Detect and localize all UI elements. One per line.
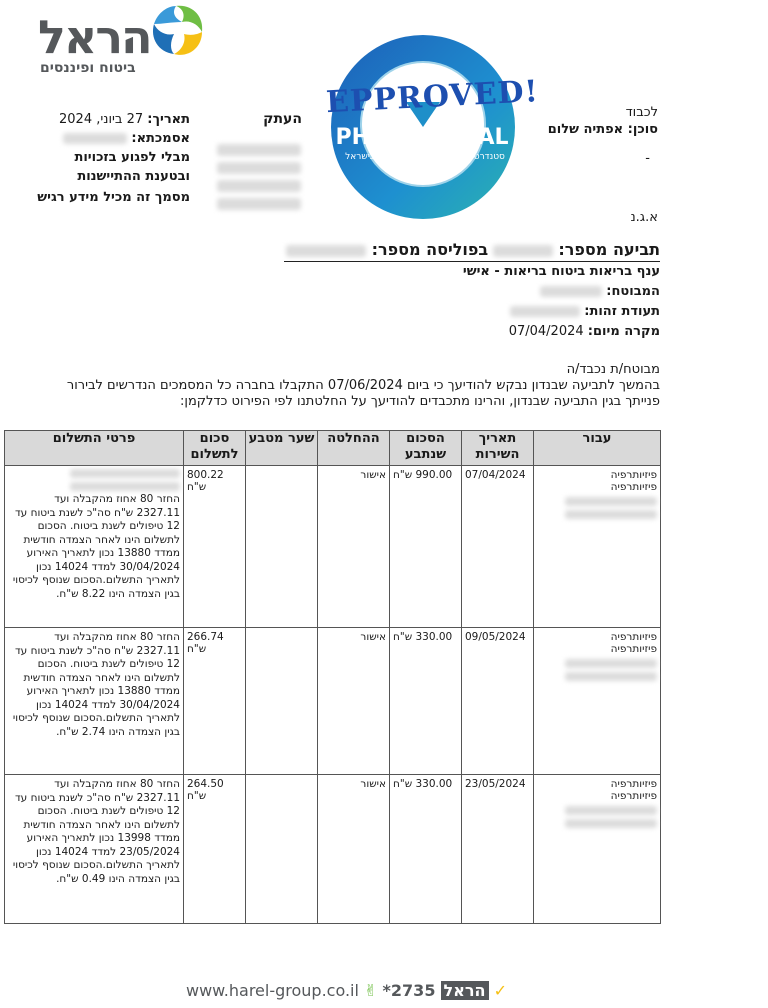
col-header-decision: ההחלטה (318, 431, 390, 466)
cell-claimed: 990.00 ש"ח (390, 466, 462, 628)
cell-decision: אישור (318, 466, 390, 628)
rights-line-1: מבלי לפגוע בזכויות (74, 150, 190, 165)
col-header-rate: שער מטבע (246, 431, 318, 466)
agent-name: אפתיה שלום (547, 122, 624, 137)
to-label: לכבוד (625, 105, 658, 120)
col-header-for: עבור (534, 431, 661, 466)
cell-pay: 264.50 ש"ח (184, 775, 246, 924)
cell-details: החזר 80 אחוז מהקבלה ועד 2327.11 ש"ח סה"כ לשנת ביטוח עד 12 טיפולים לשנת ביטוח. הסכום לתשלום הינו לאחר הצמדה חודשית ממדד 13998 נכון לתאריך האירוע 23/05/2024 למדד 14024 נכון לתאריך התשלום.הסכום שנוסף לכיסוי בגין הצמדה הינו 0.49 ש"ח. (5, 775, 184, 924)
date-label: תאריך: (147, 112, 190, 127)
stamp-approved-text: EPPROVED! (325, 74, 540, 121)
salutation: מבוטח/ת נכבד/ה (566, 362, 660, 377)
address-dash: - (645, 151, 650, 166)
harel-swirl-icon (146, 2, 206, 58)
letter-body (30, 362, 660, 410)
cell-decision: אישור (318, 775, 390, 924)
cell-service-date: 09/05/2024 (462, 628, 534, 775)
event-date: 07/04/2024 (508, 324, 584, 339)
redacted-id (510, 306, 580, 317)
cell-details: החזר 80 אחוז מהקבלה ועד 2327.11 ש"ח סה"כ לשנת ביטוח עד 12 טיפולים לשנת ביטוח. הסכום לתשלום הינו לאחר הצמדה חודשית ממדד 13880 נכון לתאריך האירוע 30/04/2024 למדד 14024 נכון לתאריך התשלום.הסכום שנוסף לכיסוי בגין הצמדה הינו 8.22 ש"ח. (5, 466, 184, 628)
redacted-address (217, 144, 301, 210)
claim-title (284, 240, 660, 259)
cell-for: פיזיותרפיה פיזיותרפיה (534, 775, 661, 924)
redacted-policy-number (286, 245, 366, 257)
event-label: מקרה מיום: (587, 324, 660, 339)
body-paragraph-2: פנייתך בגין התביעה שבנדון, והרינו מתכבדים להודיעך על החלטתנו לפי הפירוט כדלקמן: (180, 394, 660, 409)
insured-label: המבוטח: (606, 284, 660, 299)
table-header-row (5, 431, 661, 466)
footer (186, 981, 526, 1003)
cell-rate (246, 466, 318, 628)
cell-claimed: 330.00 ש"ח (390, 628, 462, 775)
cell-decision: אישור (318, 628, 390, 775)
logo-wordmark: הראל (38, 10, 151, 64)
policy-label: בפוליסה מספר: (371, 240, 489, 259)
cell-details: החזר 80 אחוז מהקבלה ועד 2327.11 ש"ח סה"כ לשנת ביטוח עד 12 טיפולים לשנת ביטוח. הסכום לתשלום הינו לאחר הצמדה חודשית ממדד 13880 נכון לתאריך האירוע 30/04/2024 למדד 14024 נכון לתאריך התשלום.הסכום שנוסף לכיסוי בגין הצמדה הינו 2.74 ש"ח. (5, 628, 184, 775)
col-header-details: פרטי התשלום (5, 431, 184, 466)
col-header-service-date: תאריך השירות (462, 431, 534, 466)
cell-pay: 800.22 ש"ח (184, 466, 246, 628)
redacted-insured (540, 286, 602, 297)
hand-icon: ✌ (364, 981, 378, 1000)
table-row (5, 466, 661, 628)
claim-label: תביעה מספר: (558, 240, 660, 259)
rights-line-2: ובטענת ההתיישנות (77, 169, 190, 184)
col-header-claimed: הסכום שנתבע (390, 431, 462, 466)
recipient-block (540, 104, 658, 167)
cell-for: פיזיותרפיה פיזיותרפיה (534, 466, 661, 628)
date-value: 27 ביוני, 2024 (59, 112, 144, 127)
payments-table (4, 430, 661, 924)
footer-website[interactable]: www.harel-group.co.il (186, 981, 359, 1000)
cell-rate (246, 775, 318, 924)
cell-service-date: 23/05/2024 (462, 775, 534, 924)
redacted-reference (63, 133, 127, 144)
footer-phone: *2735 (382, 981, 436, 1000)
table-row (5, 628, 661, 775)
cell-service-date: 07/04/2024 (462, 466, 534, 628)
greeting: א.ג.נ (630, 210, 658, 225)
stamp-tagline-text: סטנדרט הביטוח והפיננסים הגבוה בישראל (345, 152, 505, 162)
sensitive-note: מסמך זה מכיל מידע רגיש (37, 190, 190, 205)
id-label: תעודת זהות: (584, 304, 660, 319)
cell-for: פיזיותרפיה פיזיותרפיה (534, 628, 661, 775)
harel-logo (38, 2, 203, 82)
cell-claimed: 330.00 ש"ח (390, 775, 462, 924)
reference-label: אסמכתא: (131, 131, 190, 146)
col-header-pay: סכום לתשלום (184, 431, 246, 466)
branch-line: ענף בריאות ביטוח בריאות - אישי (462, 264, 660, 279)
cell-rate (246, 628, 318, 775)
redacted-claim-number (493, 245, 553, 257)
copy-label: העתק (263, 111, 302, 127)
footer-brand: הראל (441, 981, 489, 1000)
claim-details (360, 262, 660, 342)
agent-label: סוכן: (627, 122, 658, 137)
stamp-phenomenal-text: PHENOMENAL (335, 125, 509, 150)
cell-pay: 266.74 ש"ח (184, 628, 246, 775)
letter-meta-block (20, 110, 190, 207)
body-paragraph-1: בהמשך לתביעה שבנדון נבקש להודיעך כי ביום 07/06/2024 התקבלו בחברה כל המסמכים הנדרשים לבירור (66, 378, 660, 393)
swirl-mini-icon: ✓ (493, 981, 507, 1000)
logo-tagline: ביטוח ופיננסים (40, 60, 136, 76)
table-row (5, 775, 661, 924)
